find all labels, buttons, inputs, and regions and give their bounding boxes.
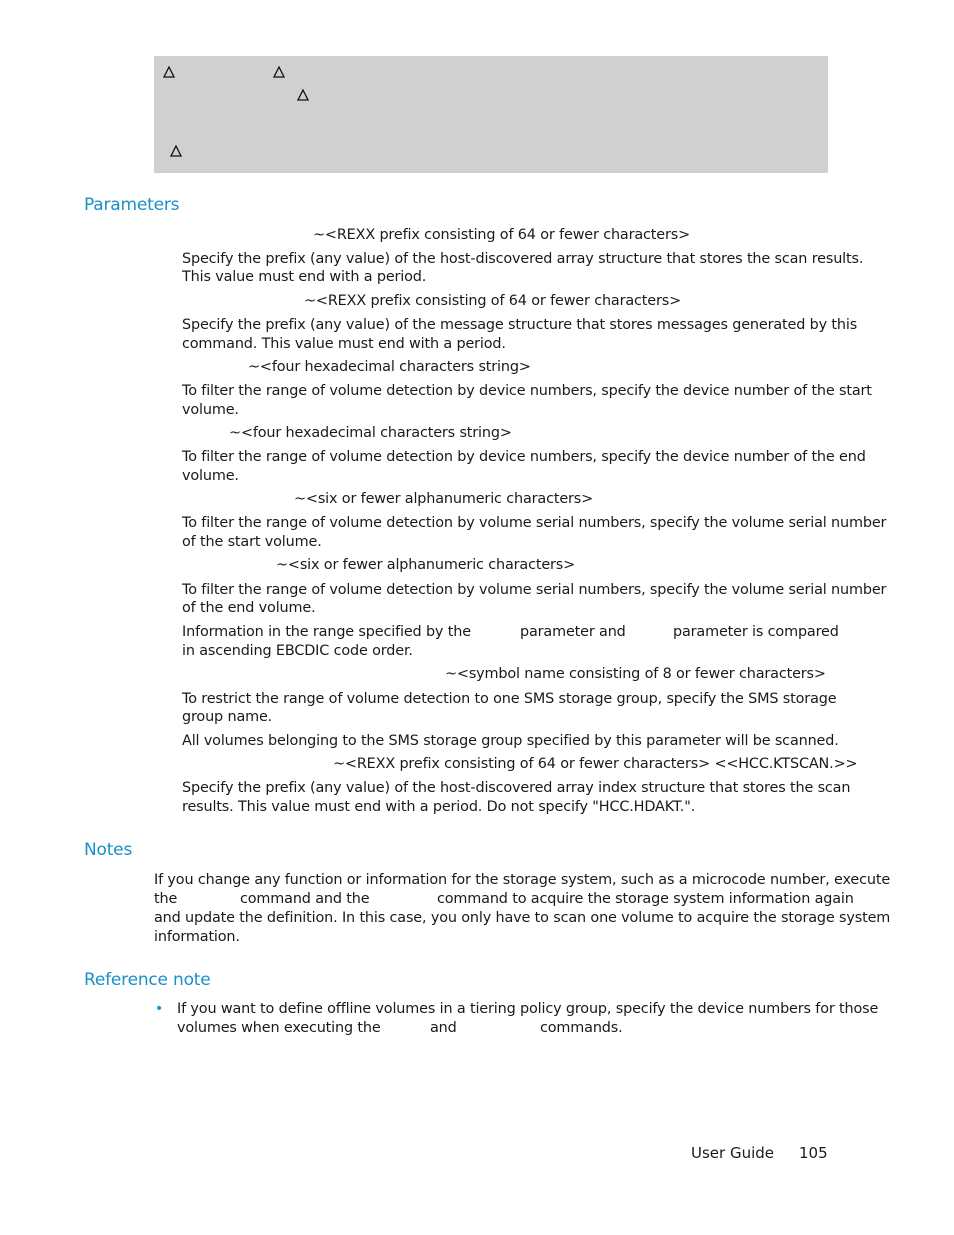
param-extra: parameter and xyxy=(520,624,626,640)
notes-text: and update the definition. In this case, you only have to scan one volume to acquire the storage system xyxy=(154,910,891,926)
code-box xyxy=(154,56,828,173)
delta-icon xyxy=(273,66,285,78)
param-desc: To restrict the range of volume detection to one SMS storage group, specify the SMS storage xyxy=(182,691,837,707)
param-desc: Specify the prefix (any value) of the message structure that stores messages generated by this xyxy=(182,317,858,333)
param-extra: Information in the range specified by the xyxy=(182,624,471,640)
param-desc: volume. xyxy=(182,468,239,484)
param-syntax: ~<six or fewer alphanumeric characters> xyxy=(276,557,576,573)
reference-text: volumes when executing the xyxy=(177,1020,381,1036)
param-desc: To filter the range of volume detection by device numbers, specify the device number of the start xyxy=(182,383,872,399)
param-desc: Specify the prefix (any value) of the host-discovered array structure that stores the scan results. xyxy=(182,251,864,267)
param-desc: of the end volume. xyxy=(182,600,316,616)
param-extra: All volumes belonging to the SMS storage group specified by this parameter will be scanned. xyxy=(182,733,839,749)
delta-icon xyxy=(163,66,175,78)
delta-icon xyxy=(297,89,309,101)
param-desc: Specify the prefix (any value) of the host-discovered array index structure that stores the scan xyxy=(182,780,851,796)
parameters-heading: Parameters xyxy=(84,195,180,215)
param-extra: parameter is compared xyxy=(673,624,839,640)
reference-text: and xyxy=(430,1020,457,1036)
param-desc: volume. xyxy=(182,402,239,418)
notes-text: the xyxy=(154,891,178,907)
notes-text: information. xyxy=(154,929,240,945)
notes-text: If you change any function or information for the storage system, such as a microcode number, execute xyxy=(154,872,891,888)
param-desc: This value must end with a period. xyxy=(182,269,427,285)
notes-heading: Notes xyxy=(84,840,133,860)
reference-text: commands. xyxy=(540,1020,623,1036)
notes-text: command to acquire the storage system information again xyxy=(437,891,854,907)
param-desc: command. This value must end with a period. xyxy=(182,336,506,352)
param-desc: group name. xyxy=(182,709,273,725)
param-desc: results. This value must end with a period. Do not specify "HCC.HDAKT.". xyxy=(182,799,696,815)
param-syntax: ~<six or fewer alphanumeric characters> xyxy=(294,491,594,507)
param-syntax: ~<four hexadecimal characters string> xyxy=(229,425,512,441)
param-desc: To filter the range of volume detection by volume serial numbers, specify the volume serial number xyxy=(182,515,887,531)
param-syntax: ~<REXX prefix consisting of 64 or fewer characters> xyxy=(313,227,691,243)
param-desc: To filter the range of volume detection by device numbers, specify the device number of the end xyxy=(182,449,866,465)
param-syntax: ~<REXX prefix consisting of 64 or fewer characters> <<HCC.KTSCAN.>> xyxy=(333,756,858,772)
param-syntax: ~<symbol name consisting of 8 or fewer characters> xyxy=(445,666,826,682)
delta-icon xyxy=(170,145,182,157)
param-extra: in ascending EBCDIC code order. xyxy=(182,643,413,659)
param-syntax: ~<REXX prefix consisting of 64 or fewer characters> xyxy=(304,293,682,309)
reference-text: If you want to define offline volumes in a tiering policy group, specify the device numbers for those xyxy=(177,1001,879,1017)
reference-heading: Reference note xyxy=(84,970,211,990)
param-desc: To filter the range of volume detection by volume serial numbers, specify the volume serial number xyxy=(182,582,887,598)
bullet-icon: • xyxy=(155,1001,164,1017)
page-number: 105 xyxy=(799,1144,828,1162)
footer-guide: User Guide xyxy=(691,1144,775,1162)
param-desc: of the start volume. xyxy=(182,534,322,550)
param-syntax: ~<four hexadecimal characters string> xyxy=(248,359,531,375)
notes-text: command and the xyxy=(240,891,370,907)
